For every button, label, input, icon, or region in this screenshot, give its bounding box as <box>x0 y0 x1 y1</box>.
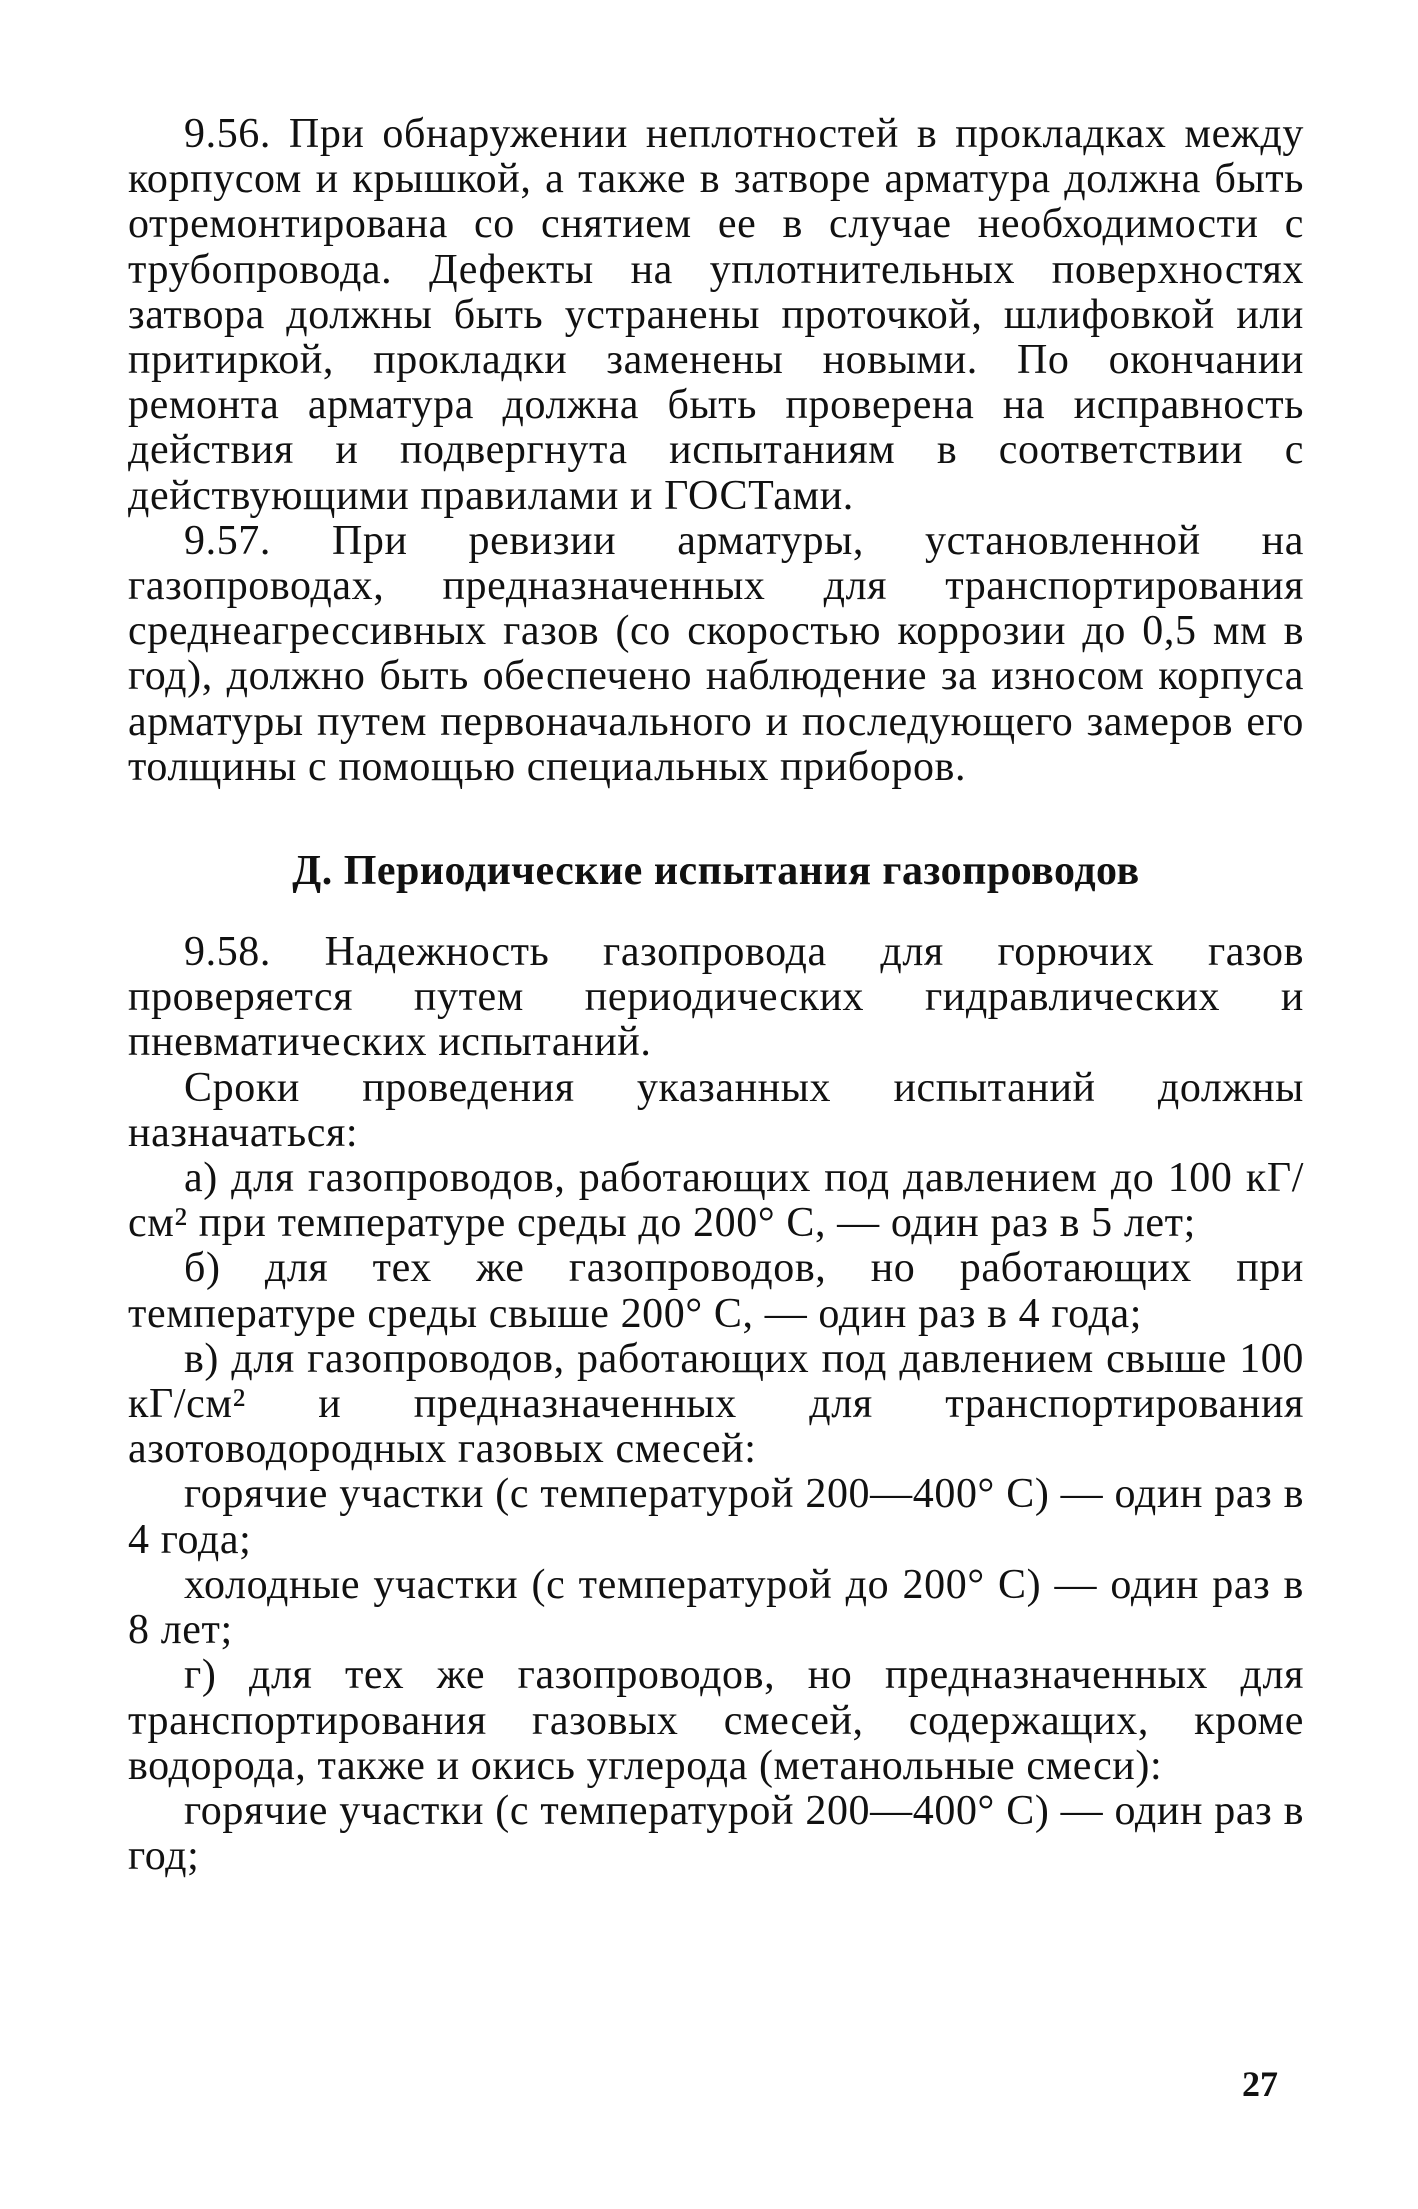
page-body <box>128 112 1304 1879</box>
list-item-v-hot: горячие участки (с температурой 200—400° С) — один раз в 4 года; <box>128 1471 1304 1563</box>
list-item-a: а) для газопроводов, работающих под давлением до 100 кГ/см² при температуре среды до 200° С, — один раз в 5 лет; <box>128 1155 1304 1247</box>
section-heading: Д. Периодические испытания газопроводов <box>292 848 1140 895</box>
list-item-v-cold: холодные участки (с температурой до 200° С) — один раз в 8 лет; <box>128 1561 1304 1654</box>
list-item-b: б) для тех же газопроводов, но работающих при температуре среды свыше 200° С, — один раз в 4 года; <box>128 1245 1304 1337</box>
paragraph-9-56: 9.56. При обнаружении неплотностей в прокладках между корпусом и крышкой, а также в затворе арматура должна быть отремонтирована со снятием ее в случае необходимости с трубопровода. Дефекты на уплотнительных поверхностях затвора должны быть устранены проточкой, шлифовкой или притиркой, прокладки заменены новыми. По окончании ремонта арматура должна быть проверена на исправность действия и подвергнута испытаниям в соответствии с действующими правилами и ГОСТами. <box>128 111 1304 519</box>
paragraph-9-57: 9.57. При ревизии арматуры, установленной на газопроводах, предназначенных для транспортирования среднеагрессивных газов (со скоростью коррозии до 0,5 мм в год), должно быть обеспечено наблюдение за износом корпуса арматуры путем первоначального и последующего замеров его толщины с помощью специальных приборов. <box>128 517 1304 790</box>
list-item-g: г) для тех же газопроводов, но предназначенных для транспортирования газовых смесей, содержащих, кроме водорода, также и окись углерода (метанольные смеси): <box>128 1652 1304 1789</box>
page-number: 27 <box>1242 2064 1278 2104</box>
paragraph-9-58: 9.58. Надежность газопровода для горючих газов проверяется путем периодических гидравлических и пневматических испытаний. <box>128 929 1304 1066</box>
list-item-g-hot: горячие участки (с температурой 200—400° С) — один раз в год; <box>128 1787 1304 1880</box>
paragraph-test-terms: Сроки проведения указанных испытаний должны назначаться: <box>128 1064 1304 1156</box>
list-item-v: в) для газопроводов, работающих под давлением свыше 100 кГ/см² и предназначенных для транспортирования азотоводородных газовых смесей: <box>128 1335 1304 1473</box>
